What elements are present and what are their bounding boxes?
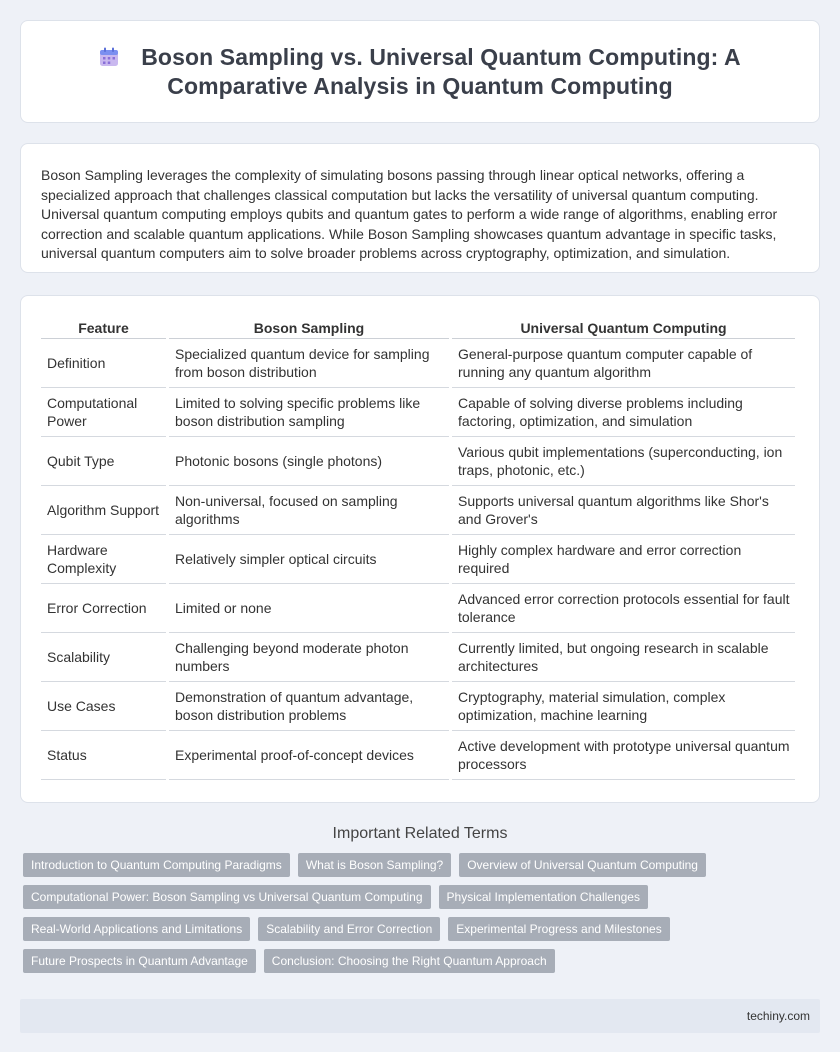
table-row bbox=[41, 486, 795, 535]
boson-sampling-cell: Specialized quantum device for sampling from boson distribution bbox=[169, 339, 449, 388]
universal-qc-cell: General-purpose quantum computer capable of running any quantum algorithm bbox=[452, 339, 795, 388]
footer bbox=[20, 999, 820, 1033]
feature-cell: Scalability bbox=[41, 633, 166, 682]
universal-qc-cell: Various qubit implementations (superconducting, ion traps, photonic, etc.) bbox=[452, 437, 795, 486]
calendar-icon bbox=[99, 47, 119, 67]
related-terms-heading: Important Related Terms bbox=[332, 825, 508, 842]
related-term-tag[interactable]: Real-World Applications and Limitations bbox=[23, 917, 250, 941]
header-feature: Feature bbox=[41, 314, 166, 339]
universal-qc-cell: Capable of solving diverse problems including factoring, optimization, and simulation bbox=[452, 388, 795, 437]
boson-sampling-cell: Experimental proof-of-concept devices bbox=[169, 731, 449, 780]
related-term-tag[interactable]: Overview of Universal Quantum Computing bbox=[459, 853, 706, 877]
table-row bbox=[41, 388, 795, 437]
universal-qc-cell: Cryptography, material simulation, complex optimization, machine learning bbox=[452, 682, 795, 731]
table-row bbox=[41, 633, 795, 682]
universal-qc-cell: Advanced error correction protocols essential for fault tolerance bbox=[452, 584, 795, 633]
feature-cell: Qubit Type bbox=[41, 437, 166, 486]
boson-sampling-cell: Limited to solving specific problems like boson distribution sampling bbox=[169, 388, 449, 437]
intro-paragraph: Boson Sampling leverages the complexity of simulating bosons passing through linear optical networks, offering a specialized approach that challenges classical computation but lacks the versatility of universal quantum computing. Universal quantum computing employs qubits and quantum gates to perform a wide range of algorithms, enabling error correction and scalable quantum applications. While Boson Sampling showcases quantum advantage in specific tasks, universal quantum computers aim to solve broader problems across cryptography, optimization, and simulation. bbox=[41, 167, 778, 261]
page-title bbox=[61, 43, 779, 101]
related-term-tag[interactable]: Experimental Progress and Milestones bbox=[448, 917, 669, 941]
boson-sampling-cell: Relatively simpler optical circuits bbox=[169, 535, 449, 584]
header-boson-sampling: Boson Sampling bbox=[169, 314, 449, 339]
universal-qc-cell: Supports universal quantum algorithms like Shor's and Grover's bbox=[452, 486, 795, 535]
page-title-text: Boson Sampling vs. Universal Quantum Computing: A Comparative Analysis in Quantum Computing bbox=[141, 43, 741, 99]
comparison-table bbox=[38, 314, 798, 780]
intro-card bbox=[20, 143, 820, 273]
footer-brand[interactable]: techiny.com bbox=[746, 1009, 810, 1023]
related-term-tag[interactable]: Computational Power: Boson Sampling vs Universal Quantum Computing bbox=[23, 885, 431, 909]
boson-sampling-cell: Non-universal, focused on sampling algorithms bbox=[169, 486, 449, 535]
table-row bbox=[41, 437, 795, 486]
universal-qc-cell: Currently limited, but ongoing research in scalable architectures bbox=[452, 633, 795, 682]
related-term-tag[interactable]: Introduction to Quantum Computing Paradigms bbox=[23, 853, 290, 877]
related-term-tag[interactable]: Future Prospects in Quantum Advantage bbox=[23, 949, 256, 973]
table-row bbox=[41, 339, 795, 388]
boson-sampling-cell: Photonic bosons (single photons) bbox=[169, 437, 449, 486]
feature-cell: Definition bbox=[41, 339, 166, 388]
related-term-tag[interactable]: What is Boson Sampling? bbox=[298, 853, 451, 877]
universal-qc-cell: Highly complex hardware and error correction required bbox=[452, 535, 795, 584]
boson-sampling-cell: Demonstration of quantum advantage, boson distribution problems bbox=[169, 682, 449, 731]
feature-cell: Use Cases bbox=[41, 682, 166, 731]
feature-cell: Computational Power bbox=[41, 388, 166, 437]
boson-sampling-cell: Challenging beyond moderate photon numbers bbox=[169, 633, 449, 682]
table-row bbox=[41, 731, 795, 780]
title-card bbox=[20, 20, 820, 123]
boson-sampling-cell: Limited or none bbox=[169, 584, 449, 633]
feature-cell: Algorithm Support bbox=[41, 486, 166, 535]
related-term-tag[interactable]: Scalability and Error Correction bbox=[258, 917, 440, 941]
related-term-tag[interactable]: Physical Implementation Challenges bbox=[439, 885, 648, 909]
feature-cell: Error Correction bbox=[41, 584, 166, 633]
table-header-row bbox=[41, 314, 795, 339]
comparison-table-card bbox=[20, 295, 820, 803]
header-universal-quantum-computing: Universal Quantum Computing bbox=[452, 314, 795, 339]
table-row bbox=[41, 535, 795, 584]
table-row bbox=[41, 682, 795, 731]
feature-cell: Hardware Complexity bbox=[41, 535, 166, 584]
feature-cell: Status bbox=[41, 731, 166, 780]
table-row bbox=[41, 584, 795, 633]
related-term-tag[interactable]: Conclusion: Choosing the Right Quantum Approach bbox=[264, 949, 555, 973]
universal-qc-cell: Active development with prototype universal quantum processors bbox=[452, 731, 795, 780]
related-terms-list bbox=[20, 853, 820, 973]
